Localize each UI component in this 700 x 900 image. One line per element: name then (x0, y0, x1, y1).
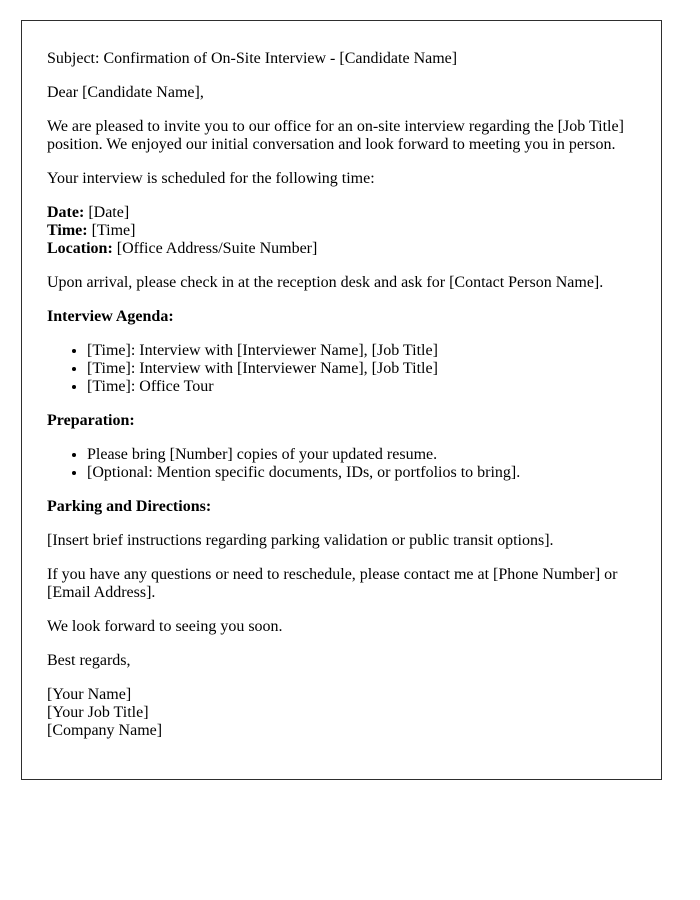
time-label: Time: (47, 222, 88, 239)
agenda-item-1: • [Time]: Interview with [Interviewer Name], [Job Title] (87, 342, 639, 360)
preparation-list (47, 446, 639, 482)
agenda-heading: Interview Agenda: (47, 308, 174, 325)
schedule-lead: Your interview is scheduled for the following time: (47, 170, 375, 187)
time-value: [Time] (91, 222, 136, 239)
signature-name: [Your Name] (47, 686, 132, 703)
location-value: [Office Address/Suite Number] (116, 240, 318, 257)
agenda-list (47, 342, 639, 396)
preparation-heading: Preparation: (47, 412, 135, 429)
agenda-item-2: • [Time]: Interview with [Interviewer Name], [Job Title] (87, 360, 639, 378)
closing-line: We look forward to seeing you soon. (47, 618, 283, 635)
location-label: Location: (47, 240, 113, 257)
letter-document (21, 20, 662, 780)
reschedule-paragraph: If you have any questions or need to reschedule, please contact me at [Phone Number] or [Email Address]. (47, 566, 618, 601)
signature-block (47, 686, 639, 740)
signoff: Best regards, (47, 652, 131, 669)
intro-paragraph: We are pleased to invite you to our office for an on-site interview regarding the [Job Title] position. We enjoyed our initial conversation and look forward to meeting you in person. (47, 118, 624, 153)
subject-line: Subject: Confirmation of On-Site Interview - [Candidate Name] (47, 50, 458, 67)
parking-paragraph: [Insert brief instructions regarding parking validation or public transit options]. (47, 532, 554, 549)
parking-heading: Parking and Directions: (47, 498, 212, 515)
signature-company: [Company Name] (47, 722, 163, 739)
arrival-paragraph: Upon arrival, please check in at the reception desk and ask for [Contact Person Name]. (47, 274, 604, 291)
interview-details-block (47, 204, 639, 258)
signature-job-title: [Your Job Title] (47, 704, 149, 721)
agenda-item-3: • [Time]: Office Tour (87, 378, 639, 396)
preparation-item-1: • Please bring [Number] copies of your updated resume. (87, 446, 639, 464)
preparation-item-2: • [Optional: Mention specific documents, IDs, or portfolios to bring]. (87, 464, 639, 482)
date-label: Date: (47, 204, 85, 221)
salutation: Dear [Candidate Name], (47, 84, 204, 101)
date-value: [Date] (88, 204, 130, 221)
